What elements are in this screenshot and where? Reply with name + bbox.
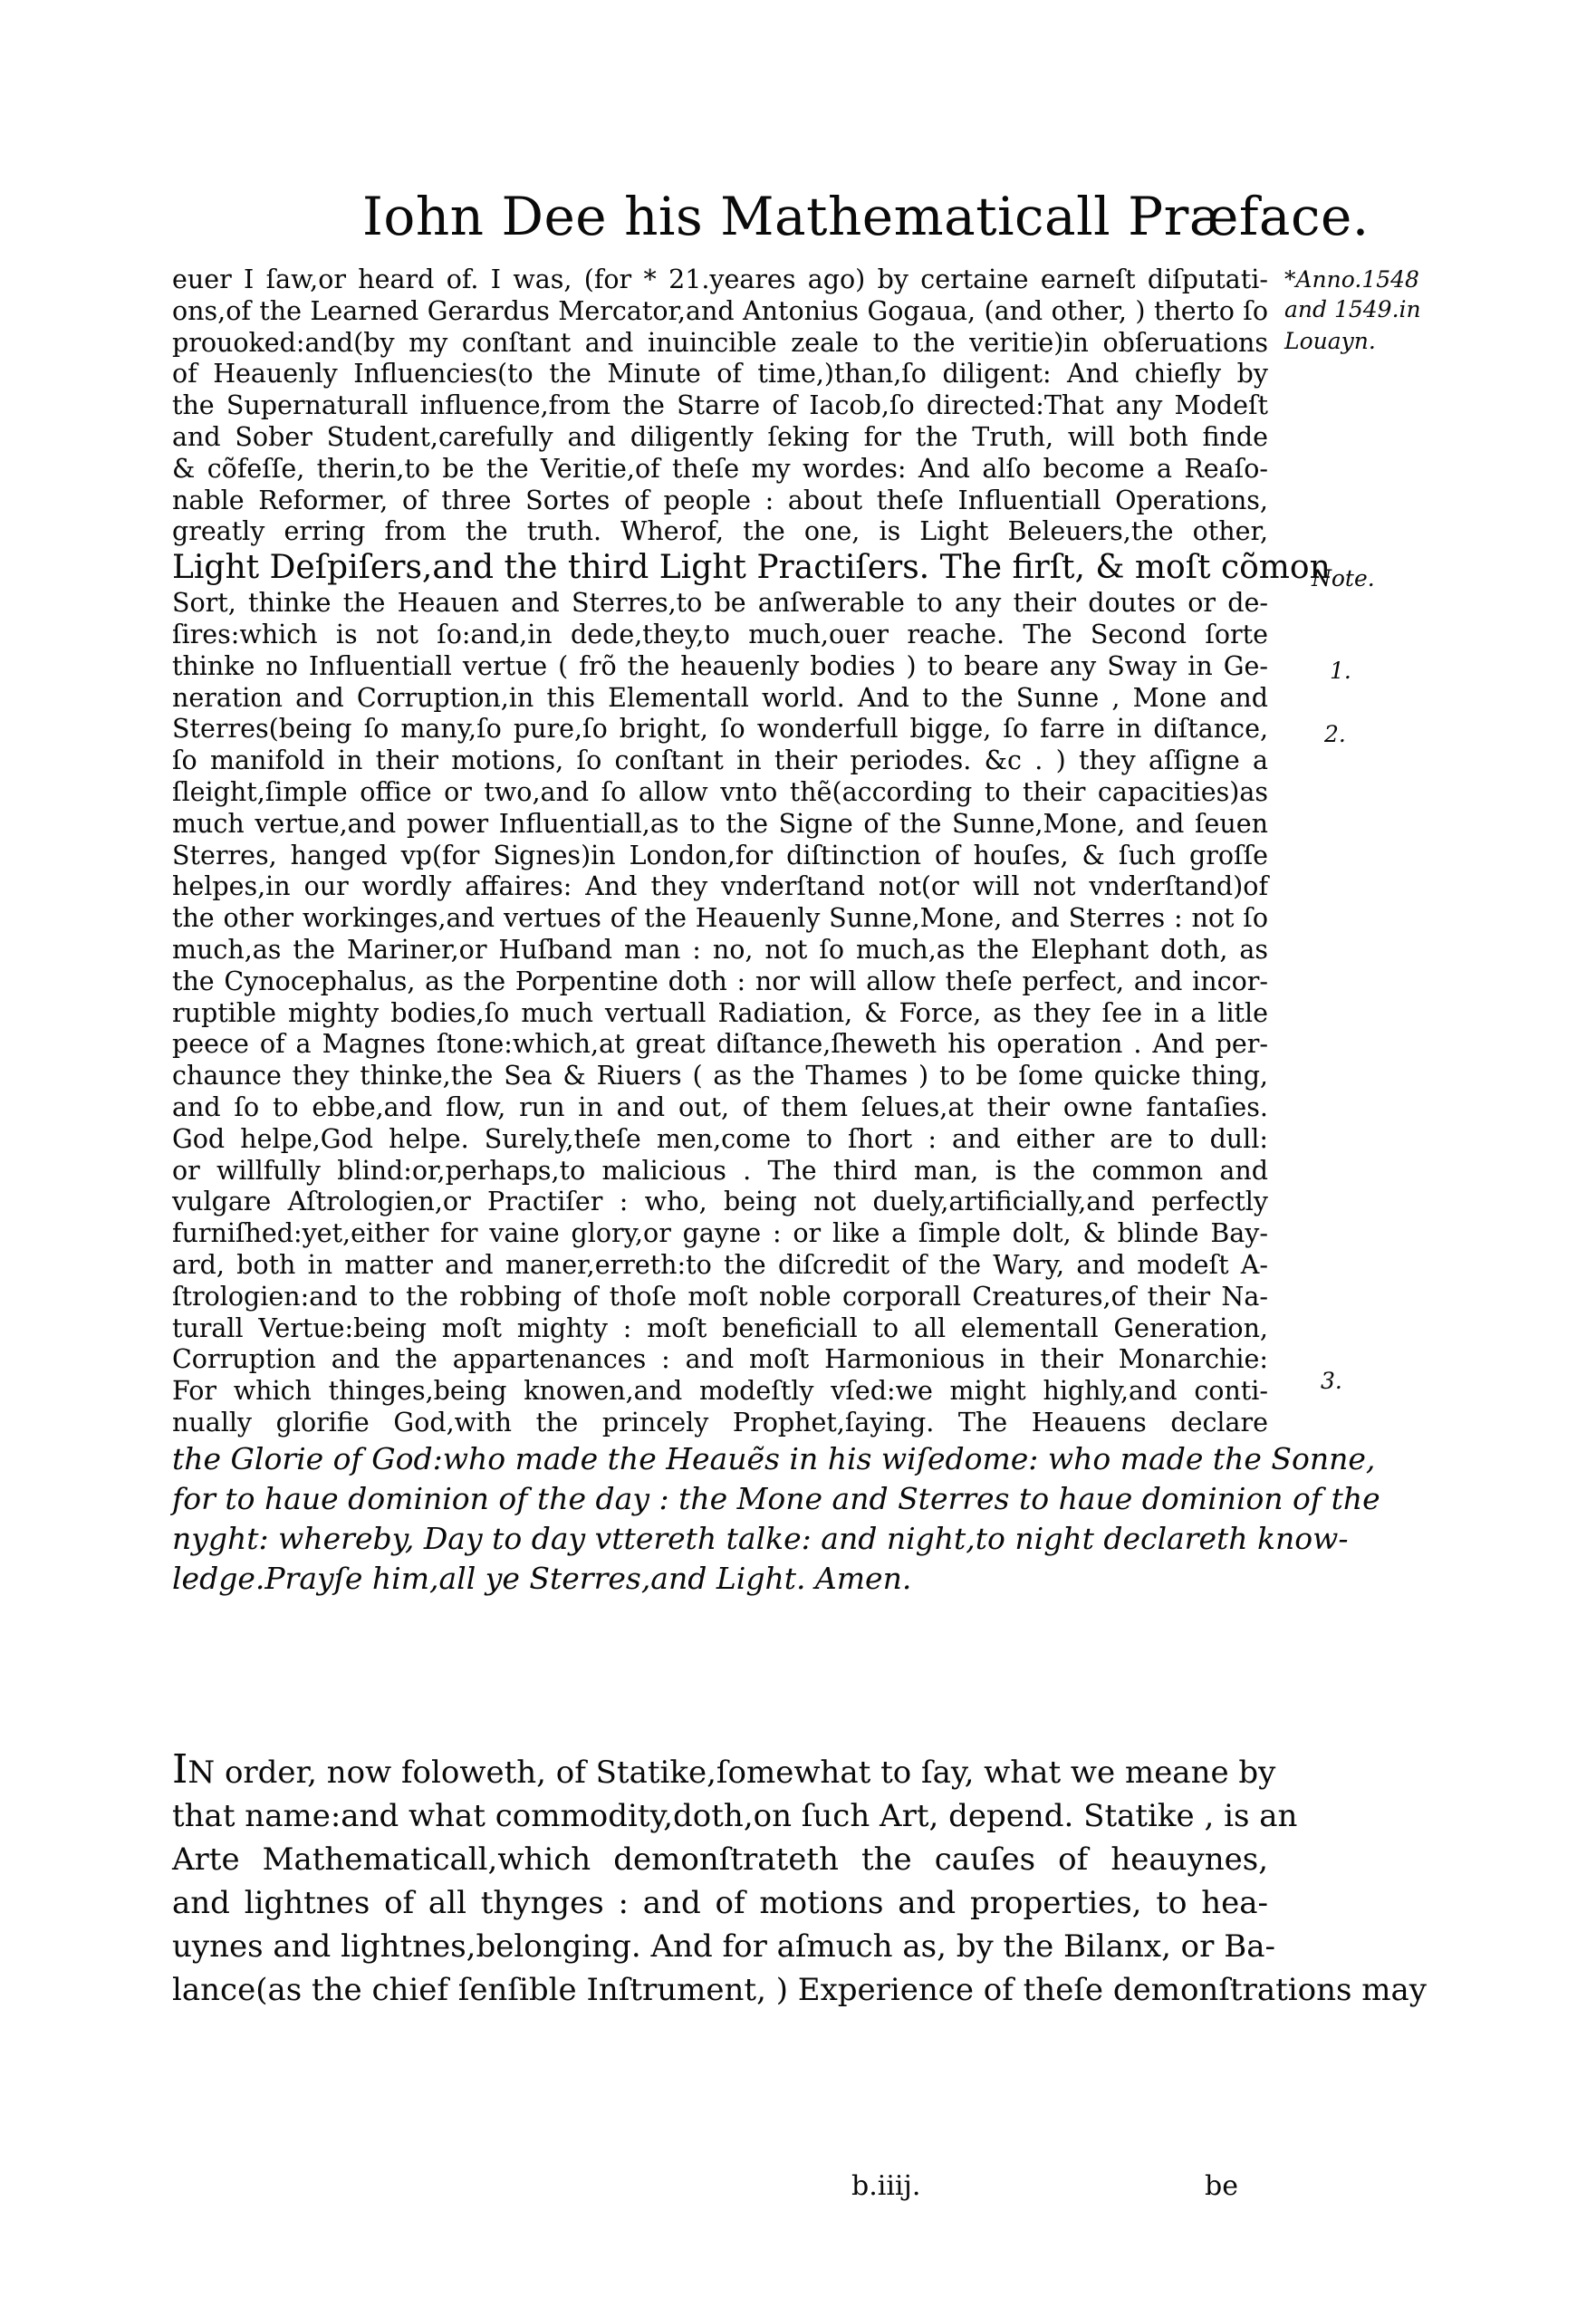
- text-line: Sort, thinke the Heauen and Sterres,to be anſwerable to any their doutes or de-: [172, 588, 1268, 619]
- text-line: ſleight,ſimple office or two,and ſo allow vnto thẽ(according to their capacities)as: [172, 776, 1268, 807]
- text-line: furniſhed:yet,either for vaine glory,or gayne : or like a ſimple dolt, & blinde Bay-: [172, 1218, 1268, 1249]
- margin-note-anno: *Anno.1548: [1284, 266, 1419, 293]
- text-line: and Sober Student,carefully and diligently ſeking for the Truth, will both finde: [172, 421, 1268, 452]
- text-line: the other workinges,and vertues of the Heauenly Sunne,Mone, and Sterres : not ſo: [172, 903, 1268, 934]
- text-line: For which thinges,being knowen,and modeſtly vſed:we might highly,and conti-: [172, 1376, 1268, 1407]
- margin-number: 1.: [1330, 658, 1351, 684]
- text-line: nually glorifie God,with the princely Prophet,ſaying. The Heauens declare: [172, 1407, 1268, 1437]
- text-line: ſtrologien:and to the robbing of thoſe moſt noble corporall Creatures,of their Na-: [172, 1281, 1268, 1312]
- text-line: and lightnes of all thynges : and of motions and properties, to hea-: [172, 1885, 1268, 1921]
- statike-section: [172, 1746, 1427, 2012]
- text-line: [172, 1746, 1276, 1794]
- text-line: prouoked:and(by my conſtant and inuincible zeale to the veritie)in obſeruations: [172, 327, 1268, 358]
- margin-number: 3.: [1321, 1368, 1342, 1394]
- text-line: that name:and what commodity,doth,on ſuch Art, depend. Statike , is an: [172, 1798, 1298, 1834]
- text-line: for to haue dominion of the day : the Mone and Sterres to haue dominion of the: [172, 1480, 1380, 1516]
- text-line: ſo manifold in their motions, ſo conſtant in their periodes. &c . ) they aſſigne a: [172, 745, 1268, 776]
- text-line: Sterres, hanged vp(for Signes)in London,for diſtinction of houſes, & ſuch groſſe: [172, 840, 1268, 870]
- margin-number: 2.: [1324, 721, 1346, 747]
- text-line: thinke no Influentiall vertue ( frõ the heauenly bodies ) to beare any Sway in Ge-: [172, 650, 1268, 681]
- text-line: the Supernaturall influence,from the Starre of Iacob,ſo directed:That any Modeſt: [172, 390, 1268, 421]
- page-title: Iohn Dee his Mathematicall Præface.: [362, 186, 1370, 247]
- text-line: helpes,in our wordly affaires: And they vnderſtand not(or will not vnderſtand)of: [172, 871, 1268, 902]
- text-line: uynes and lightnes,belonging. And for aſmuch as, by the Bilanx, or Ba-: [172, 1928, 1275, 1965]
- text-line: peece of a Magnes ſtone:which,at great diſtance,ſheweth his operation . And per-: [172, 1029, 1268, 1060]
- text-line: Corruption and the appartenances : and moſt Harmonious in their Monarchie:: [172, 1344, 1268, 1375]
- text-line: turall Vertue:being moſt mighty : moſt beneficiall to all elementall Generation,: [172, 1312, 1268, 1343]
- text-line: vulgare Aſtrologien,or Practiſer : who, being not duely,artificially,and perfectly: [172, 1187, 1268, 1217]
- drop-cap: I: [172, 1746, 188, 1793]
- text-line: neration and Corruption,in this Elementall world. And to the Sunne , Mone and: [172, 682, 1268, 713]
- text-line: & cõfeſſe, therin,to be the Veritie,of theſe my wordes: And alſo become a Reaſo-: [172, 453, 1268, 484]
- text-line: and ſo to ebbe,and flow, run in and out, of them ſelues,at their owne fantaſies.: [172, 1091, 1268, 1122]
- text-line: Light Deſpiſers,and the third Light Practiſers. The firſt, & moſt cõmon: [172, 549, 1331, 587]
- text-line: chaunce they thinke,the Sea & Riuers ( as the Thames ) to be ſome quicke thing,: [172, 1061, 1268, 1091]
- signature-mark: b.iiij.: [851, 2170, 921, 2202]
- text-line: of Heauenly Influencies(to the Minute of time,)than,ſo diligent: And chiefly by: [172, 359, 1268, 389]
- text-line: the Glorie of God:who made the Heauẽs in his wiſedome: who made the Sonne,: [172, 1440, 1376, 1476]
- text-line: much,as the Mariner,or Huſband man : no, not ſo much,as the Elephant doth, as: [172, 934, 1268, 965]
- text-line: ard, both in matter and maner,erreth:to the diſcredit of the Wary, and modeſt A-: [172, 1249, 1268, 1280]
- text-line: nable Reformer, of three Sortes of people : about theſe Influentiall Operations,: [172, 485, 1268, 515]
- text-line: ons,of the Learned Gerardus Mercator,and Antonius Gogaua, (and other, ) therto ſo: [172, 295, 1268, 326]
- text-line: ruptible mighty bodies,ſo much vertuall Radiation, & Force, as they ſee in a litle: [172, 997, 1268, 1028]
- text-line: ledge.Prayſe him,all ye Sterres,and Light. Amen.: [172, 1560, 912, 1596]
- margin-note-place: Louayn.: [1284, 328, 1376, 354]
- text-line: Arte Mathematicall,which demonſtrateth the cauſes of heauynes,: [172, 1841, 1268, 1878]
- text-line: much vertue,and power Influentiall,as to the Signe of the Sunne,Mone, and ſeuen: [172, 808, 1268, 839]
- text-line: Sterres(being ſo many,ſo pure,ſo bright, ſo wonderfull bigge, ſo farre in diſtance,: [172, 714, 1268, 745]
- text-line: euer I ſaw,or heard of. I was, (for * 21.yeares ago) by certaine earneſt diſputati-: [172, 264, 1268, 294]
- margin-note: Note.: [1312, 565, 1375, 591]
- text-line: ſires:which is not ſo:and,in dede,they,to much,ouer reache. The Second ſorte: [172, 619, 1268, 649]
- text-line: nyght: whereby, Day to day vttereth talke: and night,to night declareth know-: [172, 1520, 1349, 1556]
- catchword: be: [1205, 2170, 1238, 2202]
- text-line: greatly erring from the truth. Wherof, the one, is Light Beleuers,the other,: [172, 516, 1268, 547]
- text-line: or willfully blind:or,perhaps,to malicious . The third man, is the common and: [172, 1155, 1268, 1186]
- text-line: the Cynocephalus, as the Porpentine doth : nor will allow theſe perfect, and incor-: [172, 966, 1268, 996]
- text-line-content: N order, now foloweth, of Statike,ſomewhat to ſay, what we meane by: [187, 1755, 1276, 1791]
- text-line: lance(as the chief ſenſible Inſtrument, ) Experience of theſe demonſtrations may: [172, 1972, 1427, 2008]
- margin-note-anno: and 1549.in: [1284, 296, 1421, 322]
- text-line: God helpe,God helpe. Surely,theſe men,come to ſhort : and either are to dull:: [172, 1123, 1268, 1154]
